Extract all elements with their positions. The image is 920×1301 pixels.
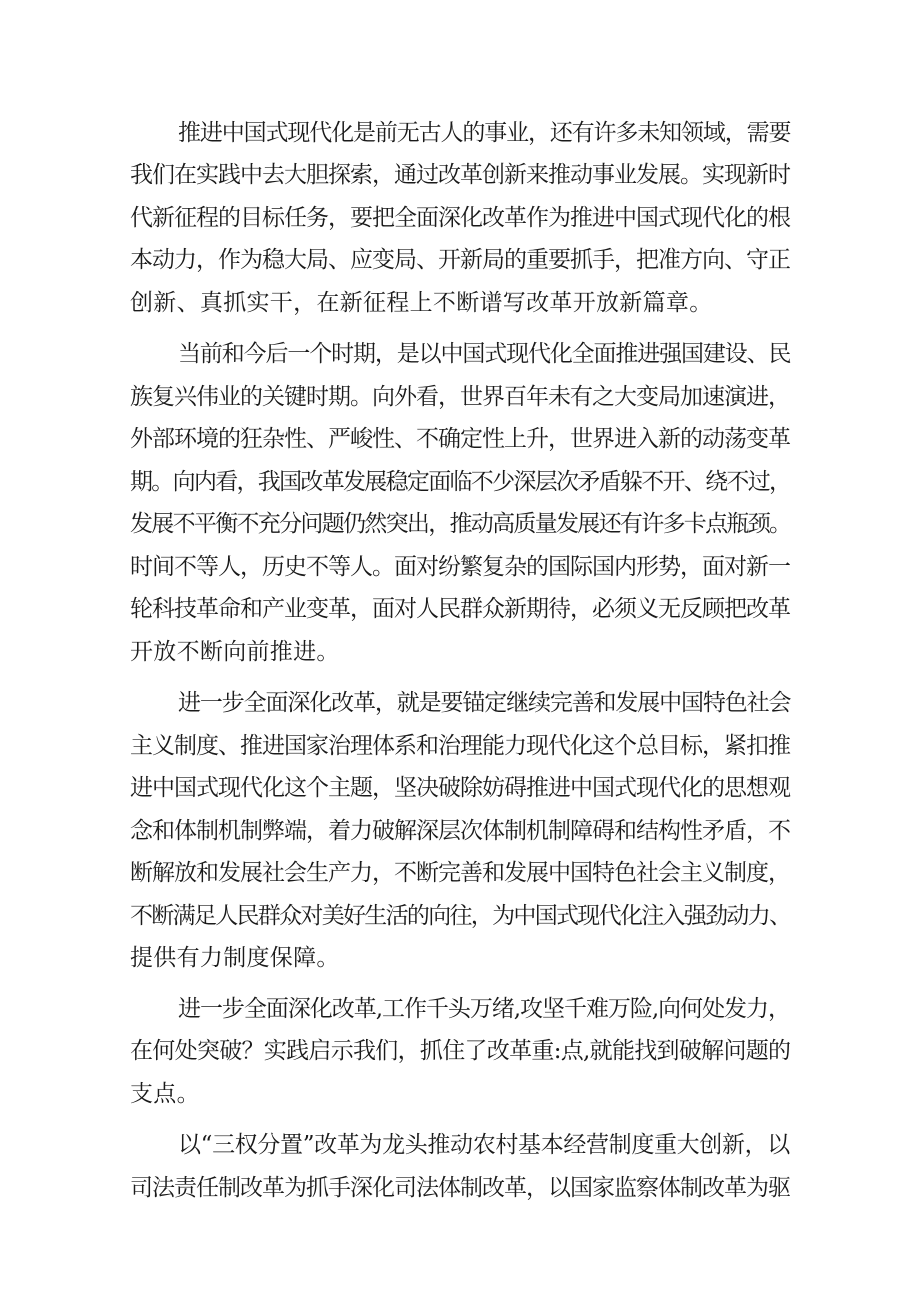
paragraph-3-line-6: 不断满足人民群众对美好生活的向往，为中国式现代化注入强劲动力、 xyxy=(130,903,791,929)
paragraph-2-line-2: 族复兴伟业的关键时期。向外看，世界百年未有之大变局加速演进， xyxy=(130,384,790,410)
paragraph-2-line-7: 轮科技革命和产业变革，面对人民群众新期待，必须义无反顾把改革 xyxy=(130,596,790,622)
paragraph-1-line-3: 代新征程的目标任务，要把全面深化改革作为推进中国式现代化的根 xyxy=(130,205,790,231)
paragraph-3-line-7: 提供有力制度保障。 xyxy=(130,945,340,971)
paragraph-3-line-5: 断解放和发展社会生产力，不断完善和发展中国特色社会主义制度， xyxy=(130,860,790,886)
paragraph-2-line-3: 外部环境的狂杂性、严峻性、不确定性上升，世界进入新的动荡变革 xyxy=(130,426,790,452)
paragraph-2-line-4: 期。向内看，我国改革发展稳定面临不少深层次矛盾躲不开、绕不过， xyxy=(130,469,791,495)
paragraph-1-line-1: 推进中国式现代化是前无古人的事业，还有许多未知领域，需要 xyxy=(178,120,791,146)
paragraph-2-line-8: 开放不断向前推进。 xyxy=(130,639,340,665)
paragraph-3-line-1: 进一步全面深化改革，就是要锚定继续完善和发展中国特色社会 xyxy=(178,690,791,716)
paragraph-4-line-1: 进一步全面深化改革,工作千头万绪,攻坚千难万险,向何处发力， xyxy=(178,996,790,1022)
paragraph-5-line-2: 司法责任制改革为抓手深化司法体制改革，以国家监察体制改革为驱 xyxy=(130,1175,790,1201)
paragraph-4-line-2: 在何处突破？实践启示我们，抓住了改革重:点,就能找到破解问题的 xyxy=(130,1038,791,1064)
paragraph-4-line-3: 支点。 xyxy=(130,1081,200,1107)
paragraph-3-line-2: 主义制度、推进国家治理体系和治理能力现代化这个总目标，紧扣推 xyxy=(130,733,790,759)
paragraph-2-line-6: 时间不等人，历史不等人。面对纷繁复杂的国际国内形势，面对新一 xyxy=(130,554,790,580)
paragraph-1-line-2: 我们在实践中去大胆探索，通过改革创新来推动事业发展。实现新时 xyxy=(130,162,790,188)
paragraph-2-line-5: 发展不平衡不充分问题仍然突出，推动高质量发展还有许多卡点瓶颈。 xyxy=(130,511,791,537)
paragraph-3-line-3: 进中国式现代化这个主题，坚决破除妨碍推进中国式现代化的思想观 xyxy=(130,775,790,801)
paragraph-2-line-1: 当前和今后一个时期，是以中国式现代化全面推进强国建设、民 xyxy=(178,341,791,367)
paragraph-1-line-5: 创新、真抓实干，在新征程上不断谱写改革开放新篇章。 xyxy=(130,290,713,316)
paragraph-1-line-4: 本动力，作为稳大局、应变局、开新局的重要抓手，把准方向、守正 xyxy=(130,247,790,273)
paragraph-5-line-1: 以“三权分置”改革为龙头推动农村基本经营制度重大创新，以 xyxy=(178,1132,790,1158)
paragraph-3-line-4: 念和体制机制弊端，着力破解深层次体制机制障碍和结构性矛盾，不 xyxy=(130,818,790,844)
